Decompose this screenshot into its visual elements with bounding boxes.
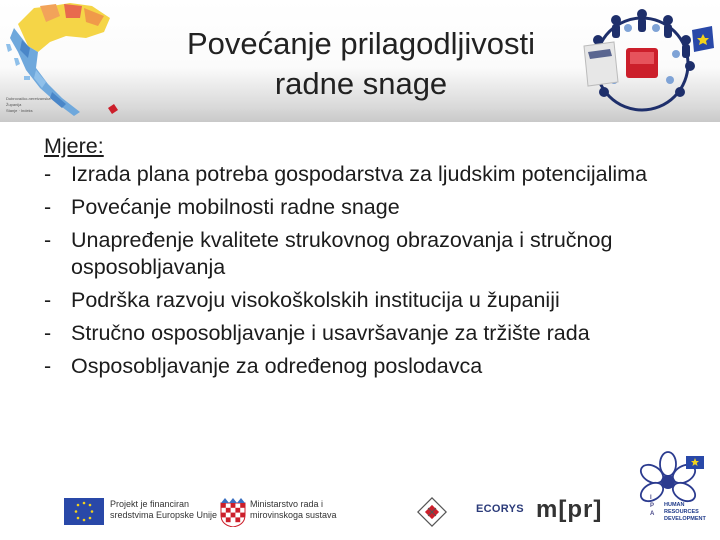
bullet-dash: - [44,354,52,378]
ministry-text [250,499,365,521]
list-item [44,353,684,380]
eu-funding-text [110,499,220,521]
list-item [44,320,684,347]
list-item [44,227,684,281]
ecorys-logo: ECORYS [476,503,524,515]
hrd-text [664,502,720,523]
map-caption-line: Dubrovačko-neretvanska [6,96,51,101]
list-item-text: Izrada plana potreba gospodarstva za ljudskim potencijalima [71,162,648,186]
map-caption [6,96,50,114]
list-item [44,161,684,188]
bullet-dash: - [44,162,52,186]
list-item-text: Povećanje mobilnosti radne snage [71,195,400,219]
map-caption-line: Stanje · Indeks [6,108,33,113]
slide-title [130,24,592,104]
hrd-flower-logo [628,450,720,540]
list-item-text: Unapređenje kvalitete strukovnog obrazovanja i stručnog osposobljavanja [71,228,613,279]
bullet-dash: - [44,195,52,219]
croatia-coat-of-arms-icon [220,497,246,527]
eu-funding-line: Projekt je financiran [110,499,190,509]
partner-mark-logo [415,496,449,528]
slide-title-line-2: radne snage [274,66,448,101]
slide-body [44,133,684,386]
list-item-text: Osposobljavanje za određenog poslodavca [71,354,483,378]
hrd-text-line: RESOURCES [664,509,699,515]
map-caption-line: Županija [6,102,22,107]
hrd-text-line: HUMAN [664,502,685,508]
list-item [44,287,684,314]
mpr-logo: m[pr] [536,496,603,523]
list-item-text: Podrška razvoju visokoškolskih institucija u županiji [71,288,560,312]
bullet-dash: - [44,288,52,312]
hrd-side-letter: P [650,503,655,509]
hrd-side-letter: A [650,511,655,517]
ministry-line: Ministarstvo rada i [250,499,324,509]
ministry-line: mirovinskoga sustava [250,510,337,520]
eu-flag-icon [64,498,104,525]
list-item [44,194,684,221]
measures-heading: Mjere: [44,134,104,158]
measures-list [44,161,684,380]
people-ring-emblem [580,2,716,120]
hrd-text-line: DEVELOPMENT [664,516,706,522]
eu-funding-line: sredstvima Europske Unije [110,510,218,520]
bullet-dash: - [44,321,52,345]
bullet-dash: - [44,228,52,252]
slide-title-line-1: Povećanje prilagodljivosti [186,26,536,61]
list-item-text: Stručno osposobljavanje i usavršavanje za tržište rada [71,321,590,345]
hrd-side-letters [650,494,664,518]
hrd-side-letter: I [650,495,652,501]
